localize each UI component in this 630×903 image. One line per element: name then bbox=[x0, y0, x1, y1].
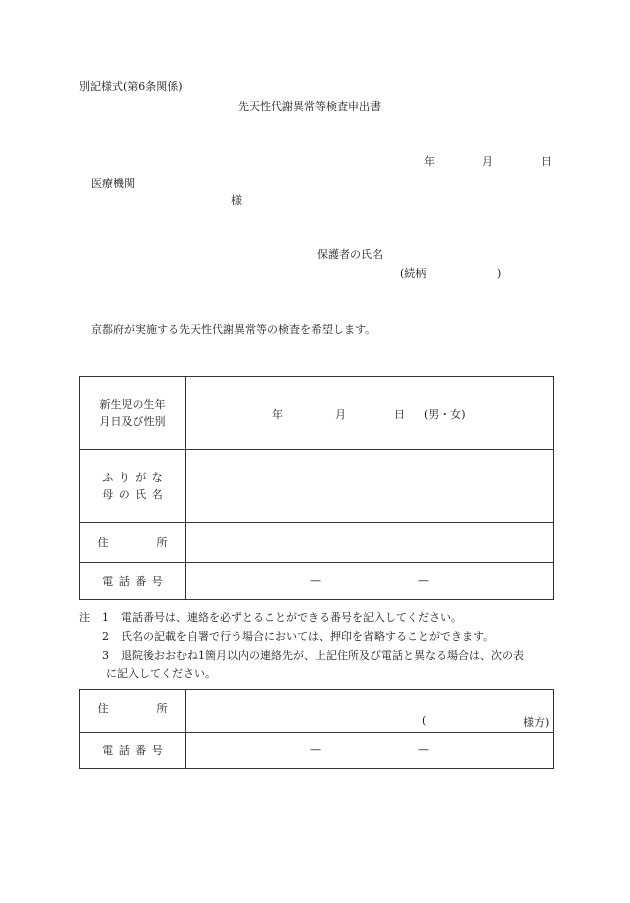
date-month-label: 月 bbox=[482, 155, 493, 168]
birth-day-label: 日 bbox=[394, 408, 405, 421]
contact-phone-dash-1: — bbox=[310, 743, 321, 756]
contact-address-label-cell bbox=[80, 690, 186, 733]
birth-month-label: 月 bbox=[335, 408, 346, 421]
note-1-text: 電話番号は、連絡を必ずとることができる番号を記入してください。 bbox=[121, 611, 462, 624]
note-2-number: 2 bbox=[102, 630, 109, 643]
phone-dash-1: — bbox=[310, 574, 321, 587]
form-reference: 別記様式(第6条関係) bbox=[79, 80, 183, 93]
contact-phone-label: 電話番号 bbox=[80, 733, 186, 769]
contact-address-value-cell[interactable] bbox=[186, 690, 554, 733]
date-year-label: 年 bbox=[424, 155, 435, 168]
note-2-text: 氏名の記載を自署で行う場合においては、押印を省略することができます。 bbox=[121, 630, 495, 643]
date-day-label: 日 bbox=[541, 155, 552, 168]
guardian-name-label: 保護者の氏名 bbox=[317, 248, 383, 261]
recipient-institution: 医療機関 bbox=[91, 177, 135, 190]
phone-dash-2: — bbox=[418, 574, 429, 587]
mother-name-row bbox=[80, 450, 554, 523]
contact-address-row bbox=[80, 690, 554, 733]
mother-name-value-cell[interactable] bbox=[186, 450, 554, 523]
guardian-relation-close: ) bbox=[497, 267, 502, 280]
note-3-number: 3 bbox=[102, 649, 109, 662]
address-row bbox=[80, 523, 554, 563]
mother-name-label: 母の氏名 bbox=[102, 488, 169, 501]
care-of-open: ( bbox=[422, 714, 427, 727]
phone-label: 電話番号 bbox=[80, 563, 186, 600]
phone-value-cell[interactable] bbox=[186, 563, 554, 600]
birth-label-line-2: 月日及び性別 bbox=[99, 415, 166, 428]
birth-row bbox=[80, 377, 554, 450]
birth-sex-choice: (男・女) bbox=[424, 408, 466, 421]
birth-year-label: 年 bbox=[272, 408, 283, 421]
birth-label-line-1: 新生児の生年 bbox=[99, 398, 166, 411]
contact-phone-row bbox=[80, 733, 554, 769]
contact-phone-value-cell[interactable] bbox=[186, 733, 554, 769]
address-value-cell[interactable] bbox=[186, 523, 554, 563]
notes-prefix: 注 bbox=[79, 611, 90, 624]
note-3-text: 退院後おおむね1箇月以内の連絡先が、上記住所及び電話と異なる場合は、次の表 bbox=[121, 649, 524, 662]
contact-address-label-char-2: 所 bbox=[156, 702, 168, 715]
birth-label-cell bbox=[80, 377, 186, 450]
address-label-char-1: 住 bbox=[97, 536, 109, 549]
note-1-number: 1 bbox=[102, 611, 109, 624]
address-label-cell bbox=[80, 523, 186, 563]
contact-address-label-char-1: 住 bbox=[97, 702, 109, 715]
care-of-close: 様方) bbox=[523, 716, 550, 729]
mother-label-cell bbox=[80, 450, 186, 523]
birth-value-cell[interactable] bbox=[186, 377, 554, 450]
application-statement: 京都府が実施する先天性代謝異常等の検査を希望します。 bbox=[91, 323, 377, 336]
contact-phone-dash-2: — bbox=[418, 743, 429, 756]
phone-row bbox=[80, 563, 554, 600]
note-3-continuation: に記入してください。 bbox=[106, 667, 216, 680]
contact-table bbox=[79, 689, 554, 769]
document-title: 先天性代謝異常等検査申出書 bbox=[238, 100, 381, 113]
furigana-label: ふりがな bbox=[102, 471, 169, 484]
address-label-char-2: 所 bbox=[156, 536, 168, 549]
guardian-relation-open: (続柄 bbox=[400, 267, 427, 280]
application-table bbox=[79, 376, 554, 600]
recipient-honorific: 様 bbox=[231, 194, 242, 207]
